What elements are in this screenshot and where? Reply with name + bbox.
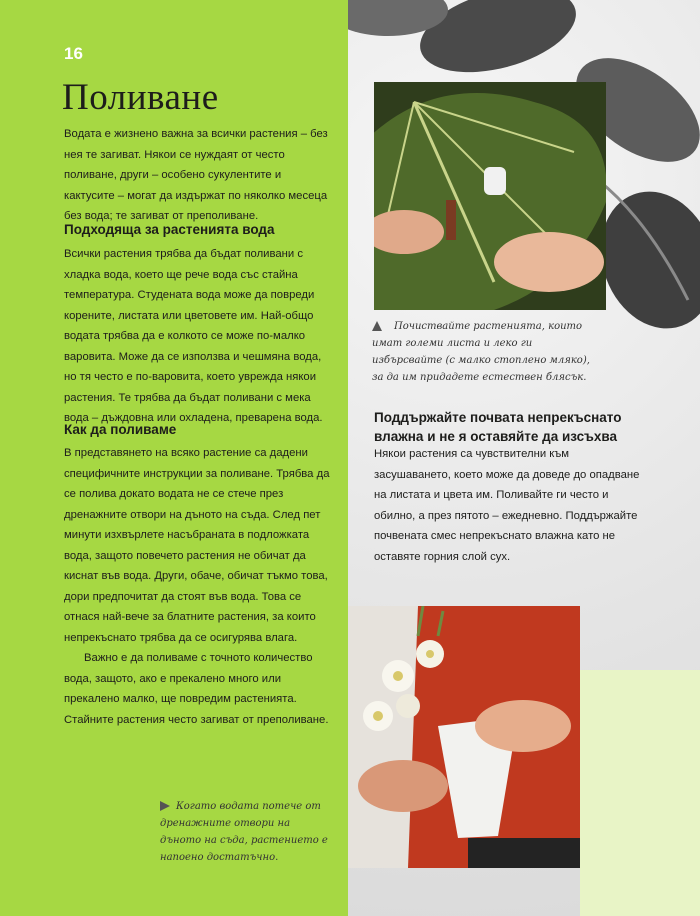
keep-moist-paragraph: Някои растения са чувствителни към засушаването, което може да доведе до опадване на листата и цвета им. Поливайте ги често и обилно, а през пятото – ежедневно. Поддържайте почвената смес непрекъснато влажна като не оставяте горния слой сух. bbox=[374, 448, 640, 563]
water-type-paragraph: Всички растения трябва да бъдат поливани с хладка вода, което ще рече вода със стайна температура. Студената вода може да повреди корените, листата или цветовете им. Най-общо водата трябва да е колкото се може по-малко варовита. Може да се използва и чешмяна вода, но тя често е по-варовита, което уврежда някои растения. Те трябва да бъдат поливани с мека вода – дъждовна или охладена, преварена вода. bbox=[64, 248, 323, 424]
leaf-cleaning-photo bbox=[374, 82, 606, 310]
section-heading-keep-moist: Поддържайте почвата непрекъснато влажна и не я оставяйте да изсъхва bbox=[374, 410, 622, 444]
how-to-water-paragraph: В представянето на всяко растение са дадени специфичните инструкции за поливане. Трябва да се полива докато водата не се стече през дренажните отвори на дъното на съда. След пет минути изхвърлете насъбраната в подложката вода, защото повечето растения не обичат да киснат във вода. Други, обаче, обичат тъкмо това, дори предпочитат да стоят във вода. Това се отнася най-вече за блатните растения, за които непрекъснато трябва да се осигурява влага. Важно е да поливаме с точното количество вода, защото, ако е прекалено много или прекалено малко, ще повредим растенията. Стайните растения често загиват от преполиване. bbox=[64, 447, 330, 726]
page-number: 16 bbox=[64, 44, 83, 63]
watering-photo-caption: Когато водата потече от дренажните отвори на дъното на съда, растението е напоено достатъчно. bbox=[160, 801, 328, 863]
section-heading-how-to-water: Как да поливаме bbox=[64, 422, 177, 437]
page-title: Поливане bbox=[62, 77, 219, 118]
section-heading-water-type: Подходяща за растенията вода bbox=[64, 222, 275, 237]
leaf-cleaning-image bbox=[374, 82, 606, 310]
intro-paragraph: Водата е жизнено важна за всички растения – без нея те загиват. Някои се нуждаят от често поливане, други – особено сукулентите и кактусите – могат да издържат по няколко месеца без вода; те загиват от преполиване. bbox=[64, 128, 328, 222]
watering-pot-photo bbox=[348, 606, 580, 868]
leaf-photo-caption: Почиствайте растенията, които имат големи листа и леко ги избърсвайте (с малко стоплено мляко), за да им придадете естествен блясък. bbox=[372, 321, 590, 383]
watering-pot-image bbox=[348, 606, 580, 868]
pale-green-accent bbox=[580, 670, 700, 916]
